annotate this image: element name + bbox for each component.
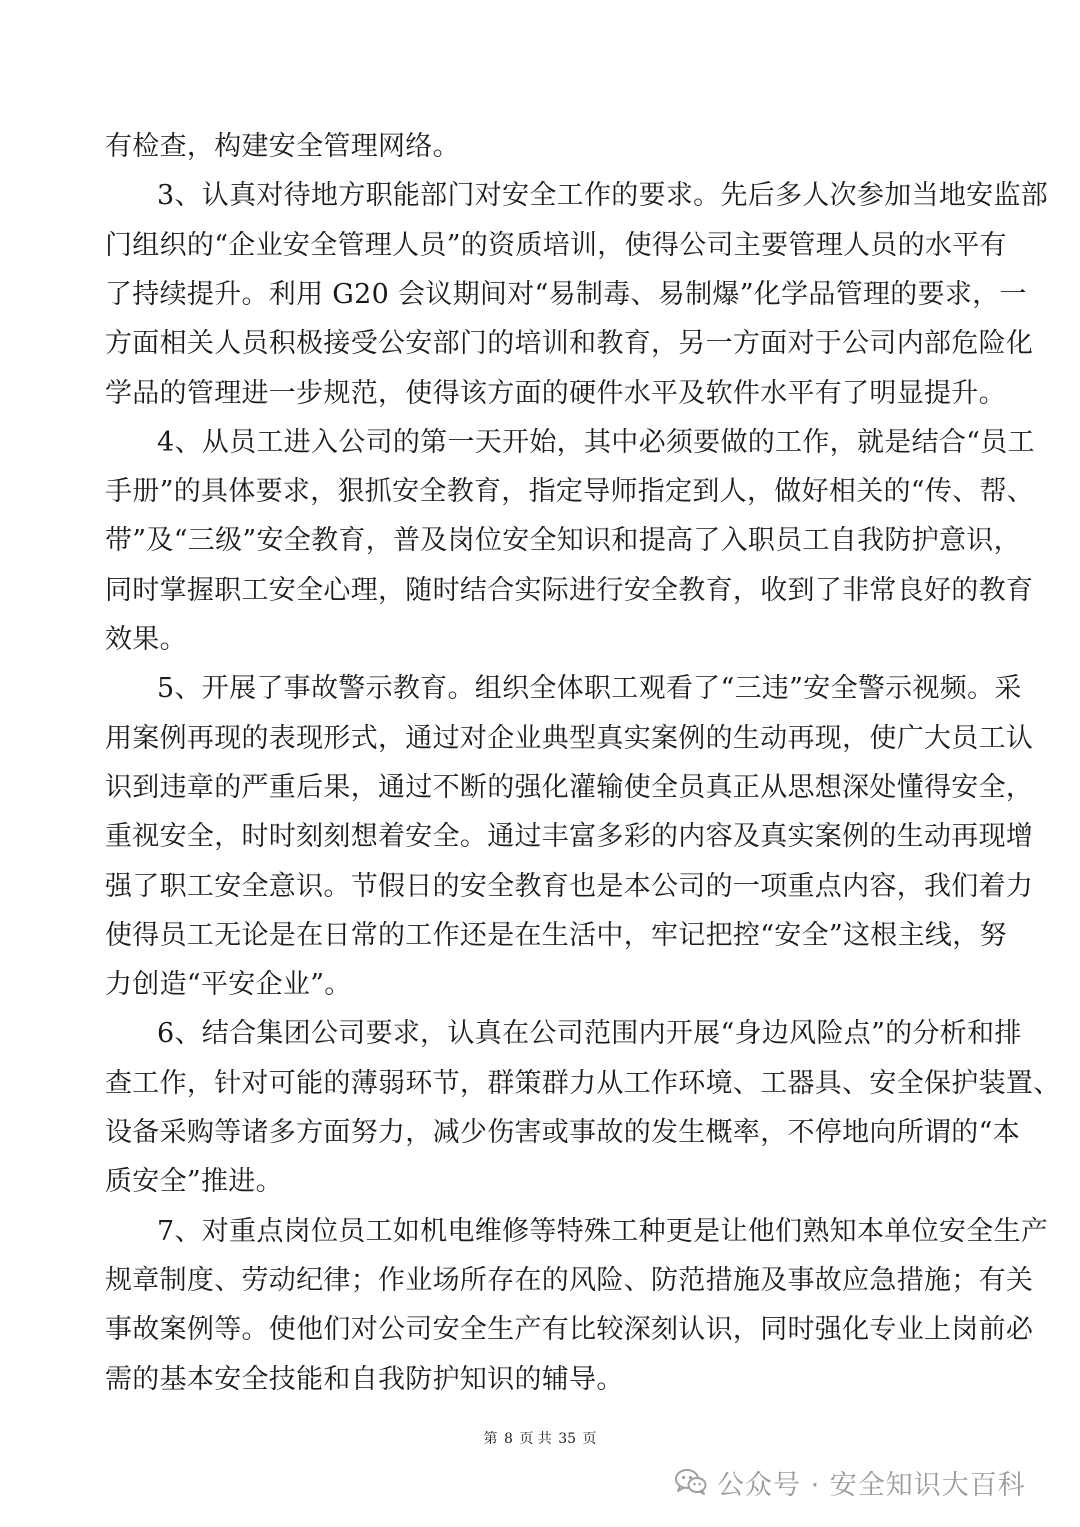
text-line: 5、开展了事故警示教育。组织全体职工观看了“三违”安全警示视频。采	[157, 673, 1022, 704]
total-pages: 35	[558, 1431, 577, 1447]
text-line: 使得员工无论是在日常的工作还是在生活中，牢记把控“安全”这根主线，努	[105, 920, 1007, 951]
page-number: 8	[503, 1431, 513, 1447]
page-footer	[0, 1428, 1080, 1448]
text-line: 强了职工安全意识。节假日的安全教育也是本公司的一项重点内容，我们着力	[105, 871, 1034, 902]
text-line: 查工作，针对可能的薄弱环节，群策群力从工作环境、工器具、安全保护装置、	[105, 1068, 1061, 1099]
text-line: 事故案例等。使他们对公司安全生产有比较深刻认识，同时强化专业上岗前必	[105, 1314, 1034, 1345]
text-line: 同时掌握职工安全心理，随时结合实际进行安全教育，收到了非常良好的教育	[105, 575, 1034, 606]
text-line: 设备采购等诸多方面努力，减少伤害或事故的发生概率，不停地向所谓的“本	[105, 1117, 1021, 1148]
text-line: 重视安全，时时刻刻想着安全。通过丰富多彩的内容及真实案例的生动再现增	[105, 821, 1034, 852]
text-line: 3、认真对待地方职能部门对安全工作的要求。先后多人次参加当地安监部	[157, 180, 1049, 211]
text-line: 学品的管理进一步规范，使得该方面的硬件水平及软件水平有了明显提升。	[105, 378, 1006, 409]
text-line: 有检查，构建安全管理网络。	[105, 131, 460, 162]
watermark	[675, 1462, 1026, 1502]
text-line: 需的基本安全技能和自我防护知识的辅导。	[105, 1364, 624, 1395]
text-line: 带”及“三级”安全教育，普及岗位安全知识和提高了入职员工自我防护意识，	[105, 525, 1021, 556]
text-line: 质安全”推进。	[105, 1166, 283, 1197]
text-line: 6、结合集团公司要求，认真在公司范围内开展“身边风险点”的分析和排	[157, 1018, 1022, 1049]
text-line: 4、从员工进入公司的第一天开始，其中必须要做的工作，就是结合“员工	[157, 427, 1035, 458]
text-line: 规章制度、劳动纪律；作业场所存在的风险、防范措施及事故应急措施；有关	[105, 1265, 1034, 1296]
text-line: 用案例再现的表现形式，通过对企业典型真实案例的生动再现，使广大员工认	[105, 723, 1034, 754]
page-prefix: 第	[483, 1431, 498, 1447]
text-line: 了持续提升。利用 G20 会议期间对“易制毒、易制爆”化学品管理的要求，一	[105, 279, 1027, 310]
text-line: 7、对重点岗位员工如机电维修等特殊工种更是让他们熟知本单位安全生产	[157, 1216, 1049, 1247]
text-line: 识到违章的严重后果，通过不断的强化灌输使全员真正从思想深处懂得安全，	[105, 772, 1034, 803]
wechat-icon	[675, 1468, 707, 1496]
text-line: 手册”的具体要求，狠抓安全教育，指定导师指定到人，做好相关的“传、帮、	[105, 476, 1035, 507]
text-line: 力创造“平安企业”。	[105, 969, 352, 1000]
text-line: 门组织的“企业安全管理人员”的资质培训，使得公司主要管理人员的水平有	[105, 230, 1007, 261]
page-suffix: 页	[582, 1431, 597, 1447]
text-line: 效果。	[105, 624, 187, 655]
watermark-text: 公众号 · 安全知识大百科	[717, 1469, 1026, 1501]
page-mid: 页 共	[519, 1431, 552, 1447]
text-line: 方面相关人员积极接受公安部门的培训和教育，另一方面对于公司内部危险化	[105, 328, 1034, 359]
